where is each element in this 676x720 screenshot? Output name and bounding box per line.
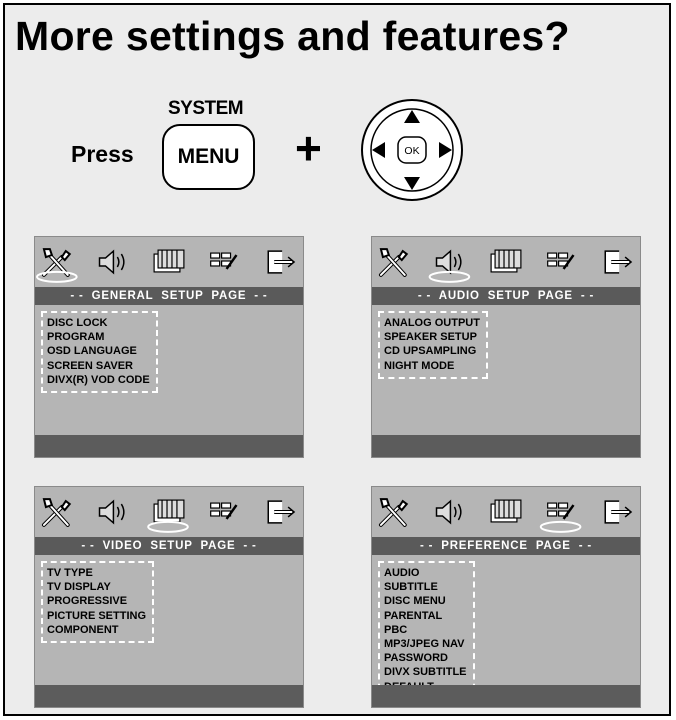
selected-icon-highlight bbox=[148, 522, 188, 532]
menu-item[interactable]: DIVX SUBTITLE bbox=[384, 666, 467, 679]
icon-bar bbox=[372, 489, 640, 535]
menu-item[interactable]: MP3/JPEG NAV bbox=[384, 638, 465, 651]
menu-item[interactable]: ANALOG OUTPUT bbox=[384, 317, 480, 329]
preference-icon[interactable] bbox=[548, 503, 574, 519]
system-menu-button[interactable] bbox=[162, 124, 255, 190]
menu-item[interactable]: AUDIO bbox=[384, 567, 420, 579]
selected-icon-highlight bbox=[37, 272, 77, 282]
menu-item[interactable]: SUBTITLE bbox=[384, 581, 438, 594]
speaker-icon[interactable] bbox=[437, 501, 461, 523]
system-label: SYSTEM bbox=[168, 98, 244, 119]
navigation-pad[interactable] bbox=[360, 98, 464, 202]
tools-icon[interactable] bbox=[381, 499, 407, 525]
menu-item[interactable]: TV DISPLAY bbox=[47, 581, 111, 594]
menu-item[interactable]: DISC LOCK bbox=[47, 317, 108, 329]
osd-audio-setup bbox=[371, 236, 641, 458]
settings-menu bbox=[378, 311, 488, 379]
page-title: More settings and features? bbox=[15, 13, 570, 59]
menu-item[interactable]: OSD LANGUAGE bbox=[47, 345, 137, 358]
settings-menu bbox=[41, 561, 154, 643]
ok-label: OK bbox=[404, 145, 420, 157]
menu-item[interactable]: PROGRAM bbox=[47, 331, 105, 344]
icon-bar bbox=[372, 239, 640, 285]
screen-footer bbox=[35, 685, 303, 707]
speaker-icon[interactable] bbox=[100, 501, 124, 523]
menu-item[interactable]: CD UPSAMPLING bbox=[384, 345, 477, 358]
exit-icon[interactable] bbox=[268, 501, 294, 523]
menu-item[interactable]: SPEAKER SETUP bbox=[384, 331, 477, 344]
tools-icon[interactable] bbox=[381, 249, 407, 275]
menu-item[interactable]: PBC bbox=[384, 623, 408, 636]
menu-item[interactable]: DIVX(R) VOD CODE bbox=[47, 373, 150, 386]
preference-icon[interactable] bbox=[211, 503, 237, 519]
preference-icon[interactable] bbox=[211, 253, 237, 269]
settings-menu bbox=[41, 311, 158, 393]
osd-preference-page bbox=[371, 486, 641, 708]
instruction-panel bbox=[3, 3, 671, 716]
selected-icon-highlight bbox=[541, 522, 581, 532]
menu-item[interactable]: COMPONENT bbox=[47, 623, 119, 636]
menu-item[interactable]: NIGHT MODE bbox=[384, 359, 455, 372]
exit-icon[interactable] bbox=[605, 251, 631, 273]
plus-sign: + bbox=[295, 122, 322, 174]
menu-item[interactable]: TV TYPE bbox=[47, 567, 93, 579]
menu-item[interactable]: PICTURE SETTING bbox=[47, 609, 147, 622]
film-icon[interactable] bbox=[491, 500, 521, 522]
speaker-icon[interactable] bbox=[100, 251, 124, 273]
menu-button-label: MENU bbox=[177, 145, 240, 168]
screen-footer bbox=[372, 685, 640, 707]
film-icon[interactable] bbox=[154, 250, 184, 272]
screen-footer bbox=[35, 435, 303, 457]
screen-header: - - AUDIO SETUP PAGE - - bbox=[372, 287, 640, 305]
menu-item[interactable]: DISC MENU bbox=[384, 595, 446, 608]
screen-header: - - PREFERENCE PAGE - - bbox=[372, 537, 640, 555]
menu-item[interactable]: PASSWORD bbox=[384, 652, 448, 665]
press-label: Press bbox=[71, 141, 134, 167]
screen-header: - - GENERAL SETUP PAGE - - bbox=[35, 287, 303, 305]
screen-header: - - VIDEO SETUP PAGE - - bbox=[35, 537, 303, 555]
tools-icon[interactable] bbox=[44, 499, 70, 525]
settings-menu bbox=[378, 561, 475, 700]
osd-general-setup bbox=[34, 236, 304, 458]
icon-bar bbox=[35, 489, 303, 535]
menu-item[interactable]: SCREEN SAVER bbox=[47, 359, 133, 372]
menu-item[interactable]: PROGRESSIVE bbox=[47, 595, 128, 608]
speaker-icon[interactable] bbox=[437, 251, 461, 273]
osd-video-setup bbox=[34, 486, 304, 708]
screen-footer bbox=[372, 435, 640, 457]
exit-icon[interactable] bbox=[268, 251, 294, 273]
exit-icon[interactable] bbox=[605, 501, 631, 523]
selected-icon-highlight bbox=[430, 272, 470, 282]
menu-item[interactable]: PARENTAL bbox=[384, 609, 443, 622]
icon-bar bbox=[35, 239, 303, 285]
film-icon[interactable] bbox=[491, 250, 521, 272]
film-icon[interactable] bbox=[154, 500, 184, 522]
preference-icon[interactable] bbox=[548, 253, 574, 269]
